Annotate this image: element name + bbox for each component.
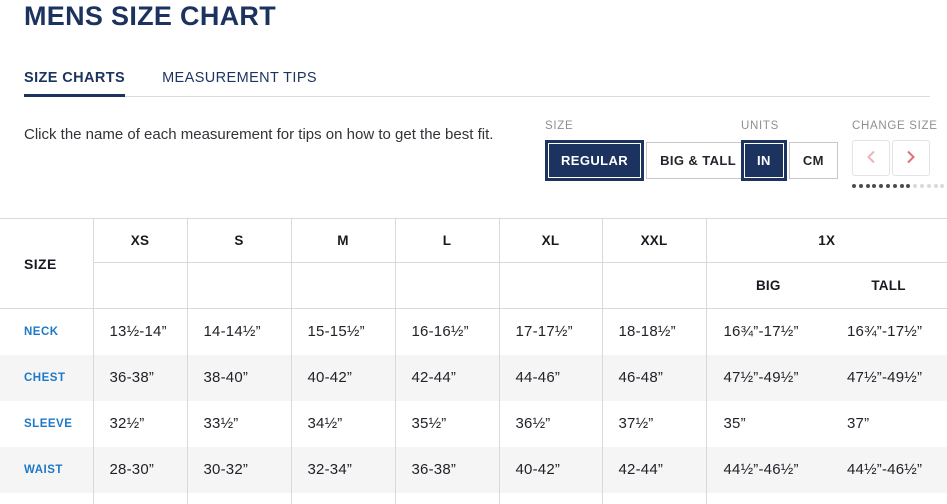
table-row-waist: [0, 447, 947, 493]
pager-dot: [906, 184, 910, 188]
value-sleeve-s: 33½”: [187, 401, 291, 447]
pager-dot: [900, 184, 904, 188]
value-sleeve-1x-tall: 37”: [847, 415, 870, 432]
value-waist-l: 36-38”: [395, 447, 499, 493]
pager-dot: [852, 184, 856, 188]
value-waist-xl: 40-42”: [499, 447, 602, 493]
value-neck-xxl: 18-18½”: [602, 309, 706, 355]
partial-cell: [499, 493, 602, 504]
size-toggle-label: SIZE: [545, 120, 574, 132]
subcolumn-header-big: BIG: [706, 263, 830, 309]
value-sleeve-xs: 32½”: [93, 401, 187, 447]
pager-dot: [913, 184, 917, 188]
value-neck-s: 14-14½”: [187, 309, 291, 355]
units-toggle-group: [741, 120, 840, 181]
value-neck-m: 15-15½”: [291, 309, 395, 355]
column-subheader-empty: [499, 263, 602, 309]
column-subheader-empty: [93, 263, 187, 309]
value-neck-xs: 13½-14”: [93, 309, 187, 355]
column-header-l: L: [395, 219, 499, 263]
value-waist-1x-big: 44½”-46½”: [706, 447, 830, 493]
pager-dot: [934, 184, 938, 188]
column-header-m: M: [291, 219, 395, 263]
measurement-link-sleeve[interactable]: SLEEVE: [24, 417, 73, 430]
value-chest-1x-big: 47½”-49½”: [706, 355, 830, 401]
size-table: [0, 218, 947, 504]
column-header-xs: XS: [93, 219, 187, 263]
pager-dot: [872, 184, 876, 188]
units-option-in[interactable]: IN: [741, 140, 787, 181]
value-chest-xl: 44-46”: [499, 355, 602, 401]
size-option-big-tall[interactable]: BIG & TALL: [646, 142, 750, 179]
subcolumn-header-tall: TALL: [830, 263, 947, 309]
column-subheader-empty: [602, 263, 706, 309]
column-subheader-empty: [291, 263, 395, 309]
units-toggle-label: UNITS: [741, 120, 779, 132]
change-size-label: CHANGE SIZE: [852, 120, 938, 132]
tab-size-charts[interactable]: SIZE CHARTS: [24, 70, 125, 96]
value-chest-l: 42-44”: [395, 355, 499, 401]
value-sleeve-xl: 36½”: [499, 401, 602, 447]
column-header-s: S: [187, 219, 291, 263]
value-sleeve-1x-big: 35”: [706, 401, 830, 447]
change-size-next-button[interactable]: [892, 140, 930, 176]
size-option-regular[interactable]: REGULAR: [545, 140, 644, 181]
column-subheader-empty: [187, 263, 291, 309]
pager-dot: [920, 184, 924, 188]
value-waist-xxl: 42-44”: [602, 447, 706, 493]
value-sleeve-l: 35½”: [395, 401, 499, 447]
table-row-sleeve: [0, 401, 947, 447]
column-subheader-empty: [395, 263, 499, 309]
pager-dot: [886, 184, 890, 188]
change-size-group: [852, 120, 938, 176]
size-toggle-group: [545, 120, 752, 181]
partial-cell: [395, 493, 499, 504]
column-header-1x: 1X: [706, 219, 947, 263]
partial-cell: [291, 493, 395, 504]
pager-dots: [852, 184, 944, 188]
measurement-link-neck[interactable]: NECK: [24, 325, 59, 338]
partial-cell: [830, 493, 947, 504]
column-header-xxl: XXL: [602, 219, 706, 263]
table-row-neck: [0, 309, 947, 355]
value-neck-1x-big: 16¾”-17½”: [706, 309, 830, 355]
change-size-buttons: [852, 140, 938, 176]
value-waist-xs: 28-30”: [93, 447, 187, 493]
intro-text: Click the name of each measurement for tips on how to get the best fit.: [24, 126, 494, 143]
pager-dot: [859, 184, 863, 188]
partial-cell: [0, 493, 93, 504]
value-neck-l: 16-16½”: [395, 309, 499, 355]
pager-dot: [893, 184, 897, 188]
size-table-wrap: [0, 218, 947, 504]
page-title: MENS SIZE CHART: [24, 1, 277, 31]
pager-dot: [940, 184, 944, 188]
pager-dot: [879, 184, 883, 188]
value-chest-m: 40-42”: [291, 355, 395, 401]
table-row-chest: [0, 355, 947, 401]
value-waist-1x-tall: 44½”-46½”: [847, 461, 923, 478]
change-size-prev-button[interactable]: [852, 140, 890, 176]
tab-bar: [24, 70, 930, 97]
value-chest-s: 38-40”: [187, 355, 291, 401]
units-toggle-options: [741, 140, 840, 181]
value-sleeve-xxl: 37½”: [602, 401, 706, 447]
size-toggle-options: [545, 140, 752, 181]
units-option-cm[interactable]: CM: [789, 142, 838, 179]
table-row-partial: [0, 493, 947, 504]
value-waist-m: 32-34”: [291, 447, 395, 493]
table-corner-size-label: SIZE: [0, 219, 93, 309]
pager-dot: [866, 184, 870, 188]
partial-cell: [706, 493, 830, 504]
partial-cell: [187, 493, 291, 504]
value-sleeve-m: 34½”: [291, 401, 395, 447]
value-waist-s: 30-32”: [187, 447, 291, 493]
measurement-link-chest[interactable]: CHEST: [24, 371, 66, 384]
chevron-right-icon: [906, 150, 916, 167]
chevron-left-icon: [866, 150, 876, 167]
value-chest-xxl: 46-48”: [602, 355, 706, 401]
measurement-link-waist[interactable]: WAIST: [24, 463, 63, 476]
value-neck-1x-tall: 16¾”-17½”: [847, 323, 923, 341]
value-neck-xl: 17-17½”: [499, 309, 602, 355]
tab-measurement-tips[interactable]: MEASUREMENT TIPS: [162, 70, 317, 86]
value-chest-xs: 36-38”: [93, 355, 187, 401]
value-chest-1x-tall: 47½”-49½”: [847, 369, 923, 386]
column-header-xl: XL: [499, 219, 602, 263]
partial-cell: [93, 493, 187, 504]
partial-cell: [602, 493, 706, 504]
pager-dot: [927, 184, 931, 188]
